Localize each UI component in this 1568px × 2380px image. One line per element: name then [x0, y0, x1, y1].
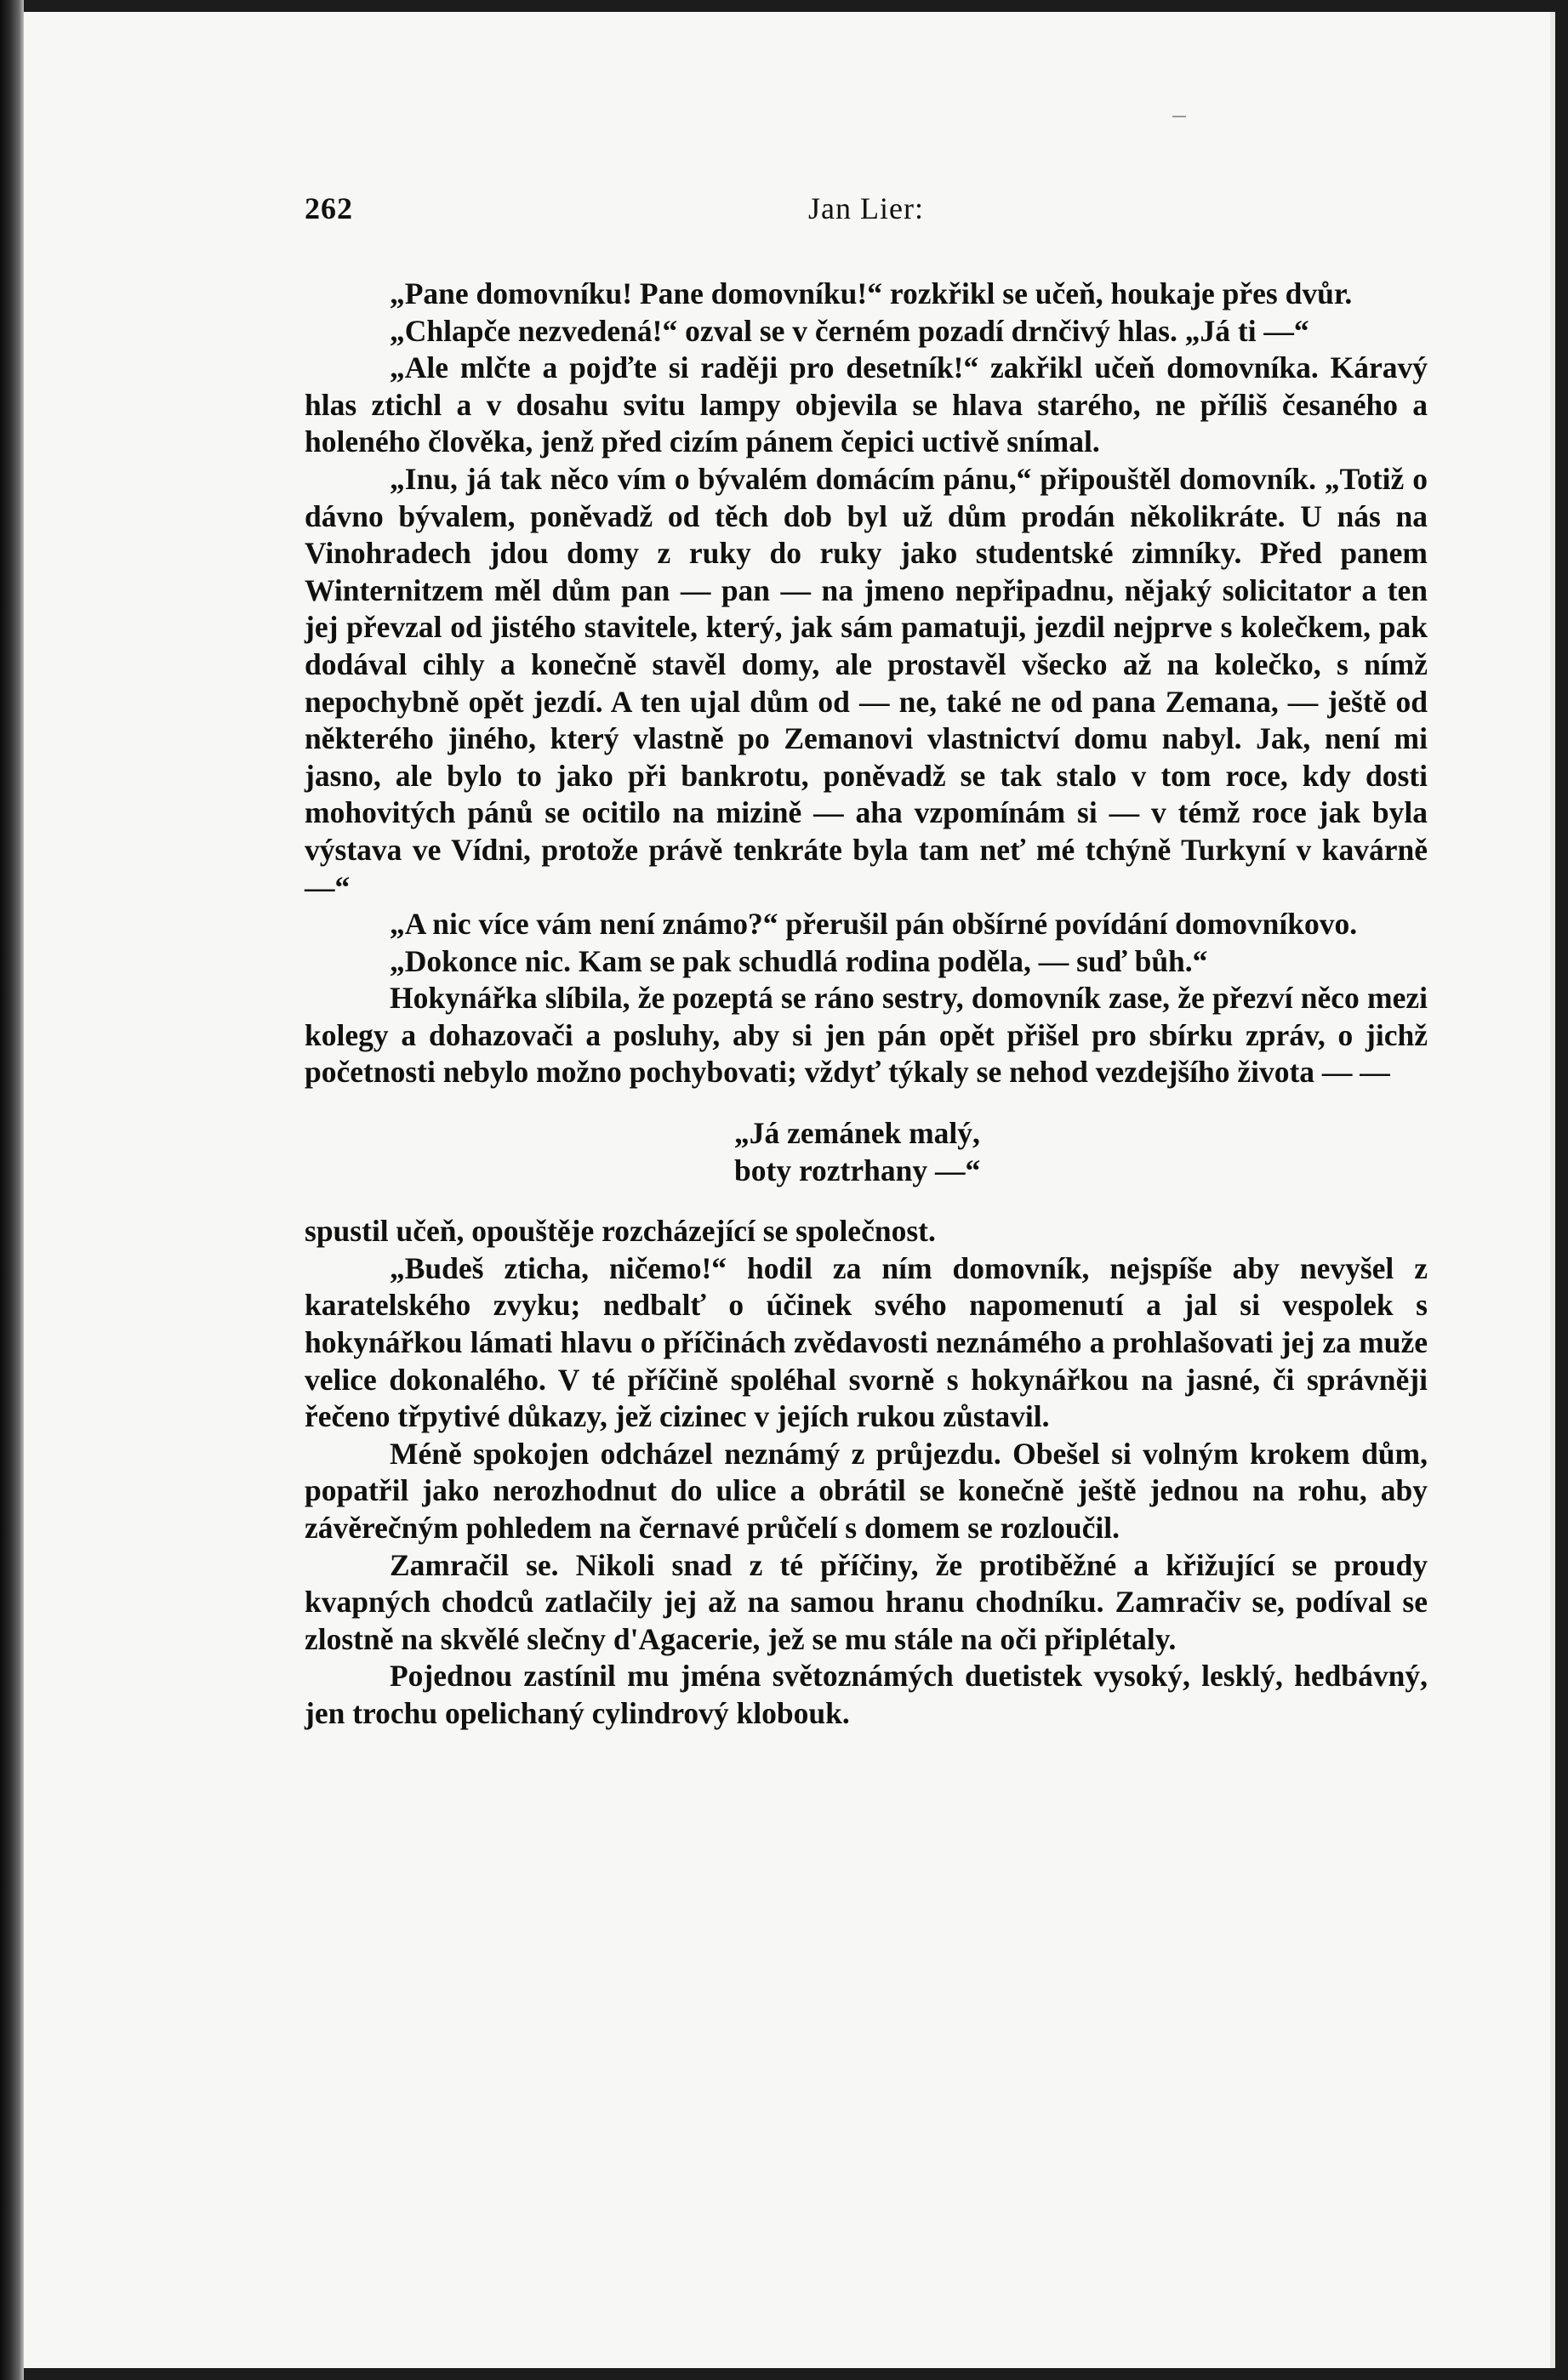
- paragraph: „Budeš zticha, ničemo!“ hodil za ním domovník, nejspíše aby nevyšel z karatelského zvyku; nedbalť o účinek svého napomenutí a jal si vespolek s hokynářkou lámati hlavu o příčinách zvědavosti neznámého a prohlašovati jej za muže velice dokonalého. V té příčině spoléhal svorně s hokynářkou na jasné, či správněji řečeno třpytivé důkazy, jež cizinec v jejích rukou zůstavil.: [305, 1250, 1428, 1434]
- paragraph: „Pane domovníku! Pane domovníku!“ rozkřikl se učeň, houkaje přes dvůr.: [390, 276, 1353, 310]
- page-header: [305, 191, 1428, 242]
- paragraph: Pojednou zastínil mu jména světoznámých duetistek vysoký, lesklý, hedbávný, jen trochu opelichaný cylindrový klobouk.: [305, 1659, 1428, 1730]
- paragraph: Zamračil se. Nikoli snad z té příčiny, že protiběžné a křižující se proudy kvapných chodců zatlačily jej až na samou hranu chodníku. Zamračiv se, podíval se zlostně na skvělé slečny d'Agacerie, jež se mu stále na oči připlétaly.: [305, 1547, 1428, 1656]
- paragraph: Hokynářka slíbila, že pozeptá se ráno sestry, domovník zase, že přezví něco mezi kolegy a dohazovači a posluhy, aby si jen pán opět přišel pro sbírku zpráv, o jichž početnosti nebylo možno pochybovati; vždyť týkaly se nehod vezdejšího života — —: [305, 981, 1428, 1090]
- paragraph: Méně spokojen odcházel neznámý z průjezdu. Obešel si volným krokem dům, popatřil jako nerozhodnut do ulice a obrátil se konečně ještě jednou na rohu, aby závěrečným pohledem na černavé průčelí s domem se rozloučil.: [305, 1436, 1428, 1545]
- paragraph: spustil učeň, opouštěje rozcházející se společnost.: [305, 1214, 936, 1249]
- book-spine: [0, 0, 24, 2380]
- page-number: 262: [305, 191, 353, 225]
- running-title: Jan Lier:: [808, 191, 924, 225]
- book-page: [24, 12, 1555, 2368]
- paragraph: „Chlapče nezvedená!“ ozval se v černém pozadí drnčivý hlas. „Já ti —“: [390, 313, 1309, 348]
- verse-quote: [734, 1115, 1428, 1189]
- body-text: [305, 276, 1428, 1733]
- paragraph: „Ale mlčte a pojďte si raději pro desetník!“ zakřikl učeň domovníka. Káravý hlas ztichl a v dosahu svitu lampy objevila se hlava starého, ne příliš česaného a holeného člověka, jenž před cizím pánem čepici uctivě snímal.: [305, 350, 1428, 459]
- paragraph: „Inu, já tak něco vím o bývalém domácím pánu,“ připouštěl domovník. „Totiž o dávno bývalem, poněvadž od těch dob byl už dům prodán několikráte. U nás na Vinohradech jdou domy z ruky do ruky jako studentské zimníky. Před panem Winternitzem měl dům pan — pan — na jmeno nepřipadnu, nějaký solicitator a ten jej převzal od jistého stavitele, který, jak sám pamatuji, jezdil nejprve s kolečkem, pak dodával cihly a konečně stavěl domy, ale prostavěl všecko až na kolečko, s nímž nepochybně opět jezdí. A ten ujal dům od — ne, také ne od pana Zemana, — ještě od některého jiného, který vlastně po Zemanovi vlastnictví domu nabyl. Jak, není mi jasno, ale bylo to jako při bankrotu, poněvadž se tak stalo v tom roce, kdy dosti mohovitých pánů se ocitilo na mizině — aha vzpomínám si — v témž roce jak byla výstava ve Vídni, protože právě tenkráte byla tam neť mé tchýně Turkyní v kavárně —“: [305, 461, 1428, 904]
- verse-line: „Já zemánek malý,: [734, 1116, 980, 1151]
- paragraph: „A nic více vám není známo?“ přerušil pán obšírné povídání domovníkovo.: [390, 907, 1358, 942]
- paragraph: „Dokonce nic. Kam se pak schudlá rodina poděla, — suď bůh.“: [390, 943, 1208, 978]
- verse-line: boty roztrhany —“: [734, 1153, 981, 1187]
- page-speck: [1172, 116, 1186, 117]
